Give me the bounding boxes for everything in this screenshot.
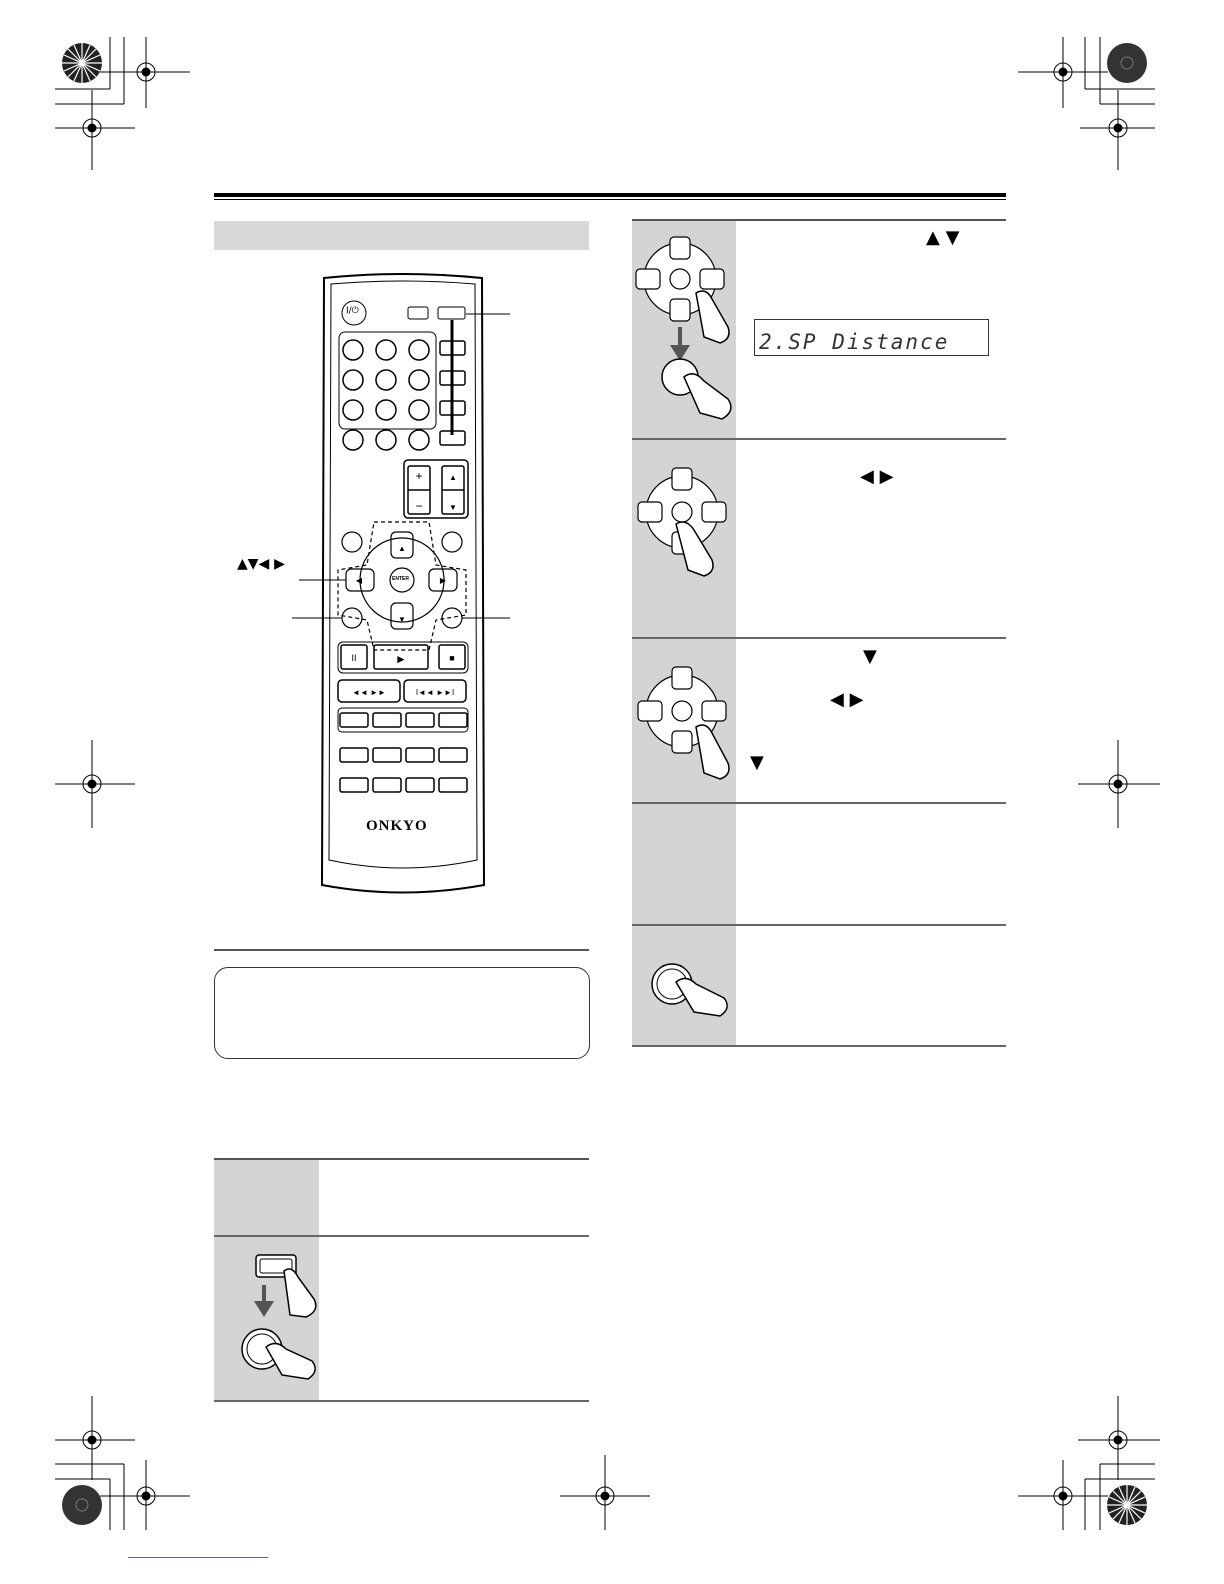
up-down-symbols: ▲ ▼ — [926, 227, 960, 248]
footer-link-underline — [128, 1557, 268, 1558]
svg-text:+: + — [415, 469, 423, 483]
left-right-symbols: ◀ ▶ — [860, 466, 894, 487]
step-row-1 — [214, 1160, 589, 1237]
header-rule-thin — [214, 199, 1006, 200]
svg-text:◄◄ ►►: ◄◄ ►► — [352, 688, 386, 697]
svg-text:−: − — [415, 499, 423, 513]
lcd-display — [754, 319, 989, 356]
section-title-bar — [214, 221, 589, 250]
enter-dpad-icon — [632, 221, 736, 438]
note-box — [214, 967, 590, 1059]
step-icon-panel — [632, 221, 736, 438]
remote-power-label: I/⏻ — [346, 306, 359, 316]
step-row-6 — [632, 804, 1006, 926]
step-icon-panel — [632, 639, 736, 802]
step-row-2 — [214, 1237, 589, 1402]
remote-brand-logo: ONKYO — [366, 818, 428, 834]
svg-text:▼: ▼ — [449, 503, 457, 512]
lcd-text: 2.SP Distance — [759, 330, 950, 354]
header-rule — [214, 193, 1006, 197]
svg-text:■: ■ — [449, 653, 455, 663]
remote-enter-label: ENTER — [392, 576, 409, 582]
svg-text:▲: ▲ — [398, 544, 406, 553]
step-icon-panel — [632, 926, 736, 1045]
svg-text:II: II — [351, 653, 357, 663]
dpad-left-right-icon — [632, 440, 736, 637]
step-row-5 — [632, 639, 1006, 804]
step-icon-panel — [214, 1237, 319, 1400]
step-row-7 — [632, 926, 1006, 1047]
down-symbol: ▼ — [863, 646, 877, 667]
svg-text:►: ► — [395, 652, 407, 666]
press-button-icon — [214, 1237, 319, 1400]
remote-arrows-label: ▲▼◀ ▶ — [237, 556, 285, 572]
svg-text:▼: ▼ — [398, 615, 406, 624]
press-round-button-icon — [632, 926, 736, 1045]
left-right-symbols-2: ◀ ▶ — [830, 689, 864, 710]
step-icon-panel — [632, 804, 736, 924]
step-icon-panel — [214, 1160, 319, 1235]
svg-text:◀: ◀ — [355, 576, 363, 585]
svg-text:▶: ▶ — [439, 576, 447, 585]
step-icon-panel — [632, 440, 736, 637]
svg-text:▲: ▲ — [449, 473, 457, 482]
section-divider — [214, 949, 589, 951]
remote-control-illustration — [214, 270, 589, 910]
dpad-down-icon — [632, 639, 736, 802]
step-row-4 — [632, 440, 1006, 639]
svg-text:I◄◄ ►►I: I◄◄ ►►I — [415, 688, 455, 697]
down-symbol-2: ▼ — [750, 752, 764, 773]
